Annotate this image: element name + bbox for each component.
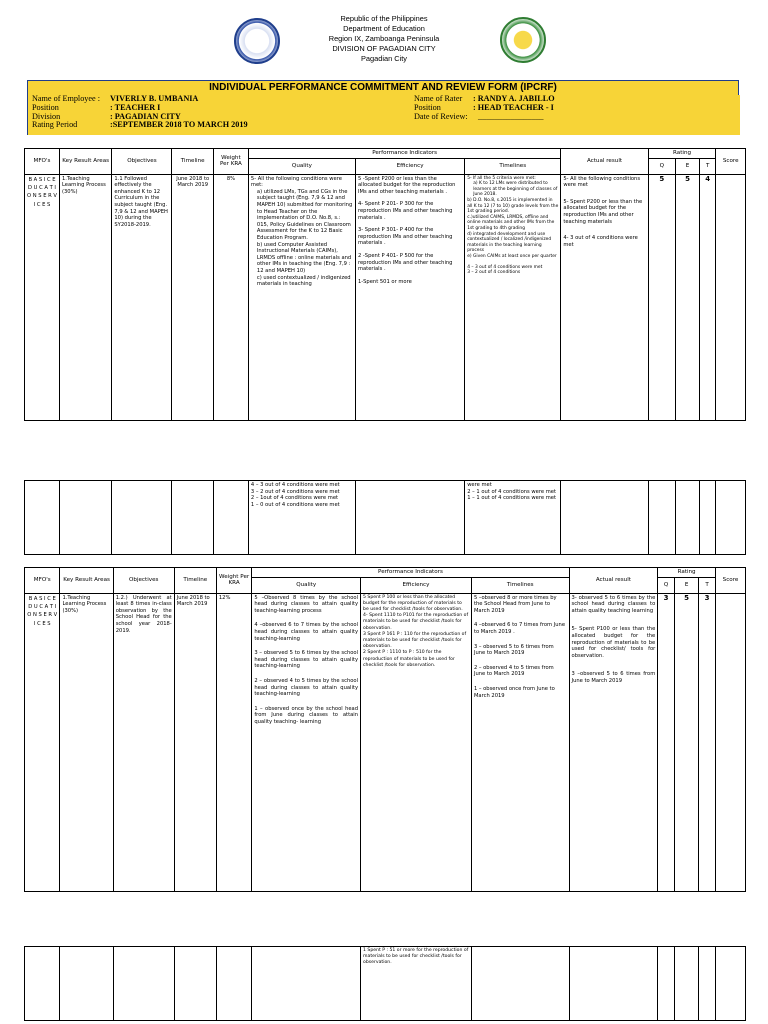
efficiency-continued: 1 Spent P : 51 or more for the reproduction of materials to be used for checklist /tools for observation. [361, 947, 472, 1021]
actual-item: 5- All the following conditions were met [563, 175, 641, 189]
col-quality: Quality [252, 577, 361, 593]
employee-name: VIVERLY B. UMBANIA [110, 94, 199, 103]
actual-item: 3 –observed 5 to 6 times from June to March 2019 [571, 671, 656, 684]
employee-division: : PAGADIAN CITY [110, 111, 181, 121]
timelines-item: c.)utilized CAIMS, LRMDS, offline and online materials and other IMs from the 1st grading to 4th grading [467, 214, 555, 231]
rating-period: :SEPTEMBER 2018 TO MARCH 2019 [110, 120, 248, 130]
rater-name-label: Name of Rater [414, 94, 463, 103]
col-kra: Key Result Areas [60, 568, 113, 594]
efficiency-item: 4- Spent P 201- P 300 for the reproduction IMs and other teaching materials . [357, 201, 453, 221]
mfo-cell: B A S I C E D U C A T I O N S E R V I C E S [25, 593, 60, 891]
timelines-item: b) D.O. No.8, s.2015 is implemented in all K to 12 (7 to 10) grade levels from the 1st grading period. [467, 197, 559, 215]
timelines-item: 2 – observed 4 to 5 times from June to March 2019 [473, 664, 554, 678]
timelines-item: a) K to 12 LMs were distributed to learners at the beginning of classes of June 2018. [473, 181, 558, 198]
actual-item: 4- 3 out of 4 conditions were met [563, 235, 638, 248]
col-mfo: MFO's [25, 149, 60, 175]
timelines-item: e) Given CAIMs at least once per quarter [467, 253, 557, 259]
col-score: Score [716, 149, 746, 175]
timelines-item: d) integrated development and use contextualized / localized /indigenized materials in the teaching learning process [467, 231, 552, 254]
division-label: Division [32, 111, 61, 121]
rater-position: : HEAD TEACHER - I [473, 102, 554, 112]
quality-item: b) used Computer Assisted Instructional Materials (CAIMs), LRMDS offline : online materials and other IMs in teaching the (Eng. 7,9 : 12 and MAPEH 10) [256, 241, 352, 274]
ipcrf-table-1-continued [24, 480, 746, 555]
document-header [0, 14, 768, 64]
quality-item: 3 – observed 5 to 6 times by the school head during classes to attain quality teaching-learning [254, 650, 359, 670]
actual-item: 3- observed 5 to 6 times by the school head during classes to attain quality teaching learning [571, 594, 656, 614]
rating-e: 5 [674, 593, 698, 891]
timelines-cell [471, 593, 569, 891]
col-timelines: Timelines [465, 158, 561, 174]
efficiency-item: 5 Spent P 100 or less than the allocated budget for the reproduction of materials to be used for checklist /tools for observation. [363, 594, 463, 612]
quality-item: 5 –Observed 8 times by the school head during classes to attain quality teaching-learning process [254, 594, 359, 614]
kra-cell: 1.Teaching Learning Process (30%) [60, 593, 113, 891]
col-kra: Key Result Areas [59, 149, 111, 175]
score-cell [716, 174, 746, 420]
efficiency-item: 3 Spent P 161 P : 110 for the reproduction of materials to be used for checklist /tools for observation. [363, 631, 467, 650]
weight-cell: 12% [216, 593, 251, 891]
position-label: Position [32, 102, 59, 112]
col-objectives: Objectives [113, 568, 174, 594]
quality-item: c) used contextualized / indigenized materials in teaching [256, 274, 351, 288]
weight-cell: 8% [213, 174, 248, 420]
timelines-item: 3 – 2 out of 4 conditions [467, 270, 521, 276]
rating-q: 5 [648, 174, 675, 420]
header-line: Pagadian City [360, 54, 407, 63]
col-weight: Weight Per KRA [216, 568, 251, 594]
col-q: Q [648, 158, 675, 174]
efficiency-item: 5 -Spent P200 or less than the allocated budget for the reproduction IMs and other teaching materials . [357, 175, 456, 195]
col-rating: Rating [648, 149, 716, 159]
quality-item: 1 – observed once by the school head from June during classes to attain quality teaching- learning [254, 705, 359, 725]
actual-item: 5- Spent P200 or less than the allocated budget for the reproduction IMs and other teaching materials [563, 198, 643, 225]
objective-cell: 1.1 Followed effectively the enhanced K to 12 Curriculum in the subject taught (Eng. 7,9 & 12 and MAPEH 10) during the SY2018-2019. [112, 174, 172, 420]
division-seal-logo [500, 17, 546, 63]
col-q: Q [658, 577, 675, 593]
timelines-item: 5- If all the 5 criteria were met: [467, 175, 536, 181]
form-title: INDIVIDUAL PERFORMANCE COMMITMENT AND REVIEW FORM (IPCRF) [27, 80, 739, 96]
col-score: Score [715, 568, 745, 594]
rating-period-label: Rating Period [32, 120, 78, 130]
timeline-cell: June 2018 to March 2019 [174, 593, 216, 891]
kra-cell: 1.Teaching Learning Process (30%) [59, 174, 111, 420]
col-actual-result: Actual result [561, 149, 648, 175]
score-cell [715, 593, 745, 891]
actual-item: 5- Spent P100 or less than the allocated budget for the reproduction of materials to be used for checklist/ tools for observation. [571, 626, 656, 659]
quality-item: 4 –observed 6 to 7 times by the school head during classes to attain quality teaching-learning [254, 622, 359, 642]
header-line: Department of Education [343, 24, 425, 33]
efficiency-cell [361, 593, 472, 891]
header-line: Republic of the Philippines [340, 14, 428, 23]
rating-t: 3 [699, 593, 716, 891]
col-e: E [676, 158, 700, 174]
rater-name: : RANDY A. JABILLO [473, 94, 555, 103]
objective-cell: 1.2.) Underwent at least 8 times in-class observation by the School Head for the school year 2018-2019. [113, 593, 174, 891]
col-performance-indicators: Performance Indicators [252, 568, 569, 578]
employee-info [27, 95, 740, 135]
review-date-label: Date of Review: [414, 111, 468, 121]
rating-e: 5 [676, 174, 700, 420]
review-date: ________________ [478, 111, 544, 121]
deped-seal-logo [234, 18, 280, 64]
header-line: DIVISION OF PAGADIAN CITY [332, 44, 436, 53]
col-rating: Rating [658, 568, 716, 578]
quality-cell [252, 593, 361, 891]
efficiency-item: 4- Spent 1110 to P101 for the reproduction of materials to be used for checklist /tools for observation. [363, 613, 469, 631]
col-t: T [699, 577, 716, 593]
col-timeline: Timeline [174, 568, 216, 594]
rating-q: 3 [658, 593, 675, 891]
ipcrf-table-1 [24, 148, 746, 421]
timelines-item: 4 –observed 6 to 7 times from June to March 2019 . [473, 622, 566, 635]
col-objectives: Objectives [112, 149, 172, 175]
efficiency-item: 2 -Spent P 401- P 500 for the reproduction IMs and other teaching materials . [357, 252, 453, 273]
col-mfo: MFO's [25, 568, 60, 594]
col-efficiency: Efficiency [355, 158, 464, 174]
quality-item: a) utilized LMs, TGs and CGs in the subject taught (Eng. 7,9 & 12 and MAPEH 10) submitted for monitoring to Head Teacher on the implementation of D.O. No.8, s.: 015, Policy Guidelines on Classroom Assessment for the K to 12 Basic Education Program. [256, 188, 353, 241]
actual-result-cell [569, 593, 658, 891]
col-t: T [700, 158, 716, 174]
quality-item: 5- All the following conditions were met: [250, 175, 342, 189]
col-timeline: Timeline [172, 149, 214, 175]
efficiency-item: 2 Spent P : 1110 to P : 510 for the reproduction of materials to be used for checklist /tools for observation. [363, 650, 455, 668]
quality-continued: 4 – 3 out of 4 conditions were met 3 – 2 out of 4 conditions were met 2 – 1out of 4 conditions were met 1 – 0 out of 4 conditions were met [248, 481, 355, 555]
col-actual-result: Actual result [569, 568, 658, 594]
ipcrf-table-2 [24, 567, 746, 892]
efficiency-item: 3- Spent P 301- P 400 for the reproduction IMs and other teaching materials . [357, 227, 453, 247]
timelines-cell [465, 174, 561, 420]
efficiency-cell [355, 174, 464, 420]
col-timelines: Timelines [471, 577, 569, 593]
timeline-cell: June 2018 to March 2019 [172, 174, 214, 420]
mfo-cell: B A S I C E D U C A T I O N S E R V I C E S [25, 174, 60, 420]
col-efficiency: Efficiency [361, 577, 472, 593]
employee-position: : TEACHER I [110, 102, 161, 112]
timelines-item: 5 –observed 8 or more times by the School Head from June to March 2019 [473, 594, 557, 614]
employee-name-label: Name of Employee : [32, 94, 100, 103]
header-line: Region IX, Zamboanga Peninsula [328, 34, 440, 43]
rating-t: 4 [700, 174, 716, 420]
timelines-item: 3 – observed 5 to 6 times from June to March 2019 [473, 643, 554, 657]
ipcrf-table-2-continued [24, 946, 746, 1021]
timelines-item: 1 – observed once from June to March 2019 [473, 685, 555, 699]
col-weight: Weight Per KRA [213, 149, 248, 175]
actual-result-cell [561, 174, 648, 420]
timelines-continued: were met 2 – 1 out of 4 conditions were met 1 – 1 out of 4 conditions were met [465, 481, 561, 555]
quality-cell [248, 174, 355, 420]
rater-position-label: Position [414, 102, 441, 112]
col-e: E [674, 577, 698, 593]
efficiency-item: 1-Spent 501 or more [357, 278, 412, 285]
col-performance-indicators: Performance Indicators [248, 149, 560, 159]
quality-item: 2 – observed 4 to 5 times by the school head during classes to attain quality teaching-learning [254, 677, 359, 698]
col-quality: Quality [248, 158, 355, 174]
timelines-item: 4 – 3 out of 4 conditions were met [467, 264, 543, 270]
